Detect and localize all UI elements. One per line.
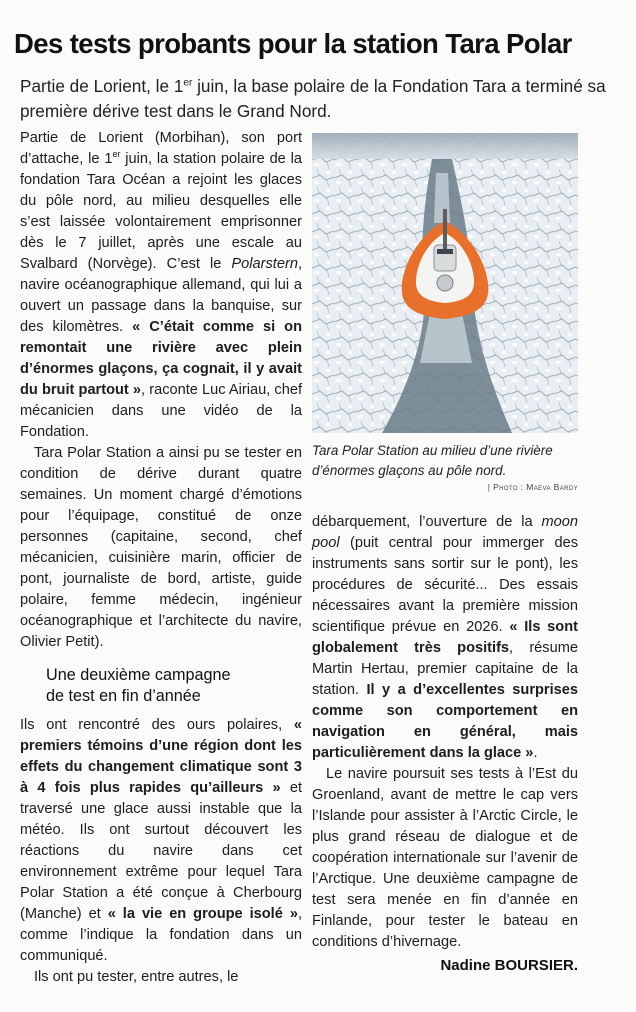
headline: Des tests probants pour la station Tara Polar <box>14 28 572 59</box>
paragraph-4-start: Ils ont pu tester, entre autres, le <box>34 969 239 985</box>
paragraph-3: Ils ont rencontré des ours polaires, « premiers témoins d’une région dont les effets du changement climatique sont 3 à 4 fois plus rapides qu’ailleurs » et traversé une glace aussi instable que la météo. Ils ont surtout découvert les réactions du navire dans cet environnement extrême pour lequel Tara Polar Station a été conçue à Cherbourg (Manche) et « la vie en groupe isolé », comme l’indique la fondation dans un communiqué. <box>20 717 302 964</box>
column-right <box>312 512 578 953</box>
chapeau: Partie de Lorient, le 1er juin, la base polaire de la Fondation Tara a terminé sa première dérive test dans le Grand Nord. <box>20 76 606 121</box>
author-signature: Nadine BOURSIER. <box>440 957 578 974</box>
article-photo <box>312 133 578 433</box>
paragraph-2: Tara Polar Station a ainsi pu se tester en condition de dérive durant quatre semaines. Un moment chargé d’émotions pour l’équipage, constitué de onze personnes (capitaine, second, chef mécanicien, cuisinière marin, officier de pont, journaliste de bord, artiste, guide polaire, femme médecin, ingénieur océanographique et l’architecte du navire, Olivier Petit). <box>20 445 302 650</box>
photo-caption: Tara Polar Station au milieu d’une rivière d’énormes glaçons au pôle nord. <box>312 443 553 478</box>
column-left <box>20 128 302 988</box>
photo-credit: | Photo : Maeva Bardy <box>487 482 578 492</box>
paragraph-1: Partie de Lorient (Morbihan), son port d’attache, le 1er juin, la station polaire de la fondation Tara Océan a rejoint les glaces du pôle nord, au milieu desquelles elle s’est laissée volontairement emprisonner dès le 7 juillet, après une escale au Svalbard (Norvège). C’est le Polarstern, navire océanographique allemand, qui lui a ouvert un passage dans la banquise, sur des kilomètres. « C’était comme si on remontait une rivière avec plein d’énormes glaçons, ça cognait, il y avait du bruit partout », raconte Luc Airiau, chef mécanicien dans une vidéo de la Fondation. <box>20 130 303 440</box>
paragraph-4-continued: débarquement, l’ouverture de la moon pool (puit central pour immerger des instruments sans sortir sur le pont), les procédures de sécurité... Des essais nécessaires avant la première mission scientifique prévue en 2026. « Ils sont globalement très positifs, résume Martin Hertau, premier capitaine de la station. Il y a d’excellentes surprises comme son comportement en navigation en général, mais particulièrement dans la glace ». <box>312 514 578 761</box>
paragraph-5: Le navire poursuit ses tests à l’Est du Groenland, avant de mettre le cap vers l’Islande pour assister à l’Arctic Circle, le plus grand réseau de dialogue et de coopération internationale sur l’avenir de l’Arctique. Une deuxième campagne de test sera menée en fin d’année en Finlande, pour tester le bateau en conditions d’hivernage. <box>312 766 578 950</box>
subhead: Une deuxième campagne de test en fin d’année <box>46 666 231 705</box>
